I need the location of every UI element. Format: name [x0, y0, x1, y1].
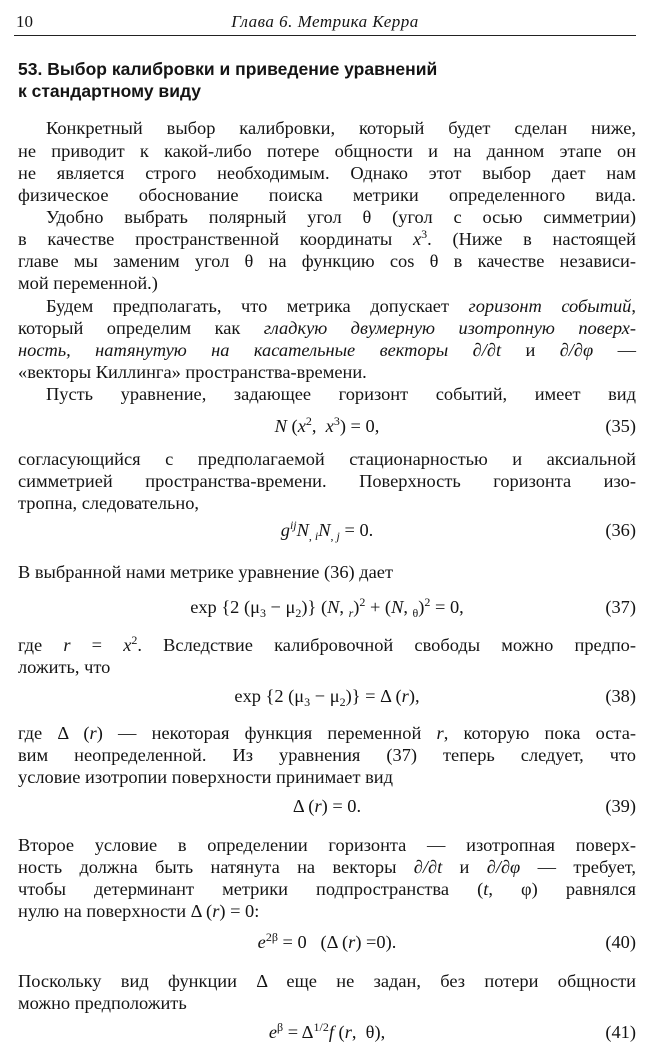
var-r: r [212, 901, 220, 921]
paragraph-1-line-4: физическое обоснование поиска метрики определенного вида. [18, 185, 636, 205]
equation-37-body: exp {2 $(\mu_3 - \mu_2)$} (N, $_r$)$^2$ + (N, $_\theta$)$^2$ = 0, [190, 595, 464, 620]
paragraph-9-line-3 [18, 878, 636, 900]
equation-39-number: (39) [605, 796, 636, 816]
paragraph-1-line-3: не является строго необходимым. Однако этот выбор дает нам [18, 163, 636, 183]
paragraph-3-line-2 [18, 317, 636, 339]
term-smooth-surface: гладкую двумерную изотропную поверх- [263, 318, 636, 338]
text: где [18, 635, 64, 655]
paragraph-9-line-2 [18, 856, 636, 878]
running-head: Глава 6. Метрика Керра [231, 12, 419, 31]
text: Будем предполагать, что метрика допускает [46, 296, 469, 316]
paragraph-10-line-2: можно предположить [18, 993, 187, 1013]
equation-35 [18, 416, 636, 440]
text: ) = 0: [219, 901, 260, 921]
equation-37-number: (37) [605, 597, 636, 617]
text: = [70, 635, 124, 655]
text: — требует, [520, 857, 636, 877]
equation-39 [18, 796, 636, 820]
text: , φ) равнялся [488, 879, 636, 899]
paragraph-8-line-1 [18, 722, 636, 744]
var-x: x [123, 635, 132, 655]
equation-41 [18, 1022, 636, 1046]
section-title-line-1: 53. Выбор калибровки и приведение уравнений [18, 59, 438, 79]
equation-40-body: $e^{2\beta} = 0$ (Δ (r) =0). [257, 930, 397, 952]
text: где Δ ( [18, 723, 90, 743]
header-rule [14, 35, 636, 36]
paragraph-3-line-3: ность, натянутую на касательные векторы ∂/∂t и ∂/∂φ — [18, 340, 636, 360]
text: нулю на поверхности Δ ( [18, 901, 213, 921]
var-r: r [89, 723, 97, 743]
equation-41-body: $e^\beta = \Delta^{1/2}f$ (r, θ), [268, 1020, 386, 1042]
paragraph-8-line-3: условие изотропии поверхности принимает вид [18, 767, 393, 787]
var-r: r [63, 635, 71, 655]
paragraph-8-line-2: вим неопределенной. Из уравнения (37) теперь следует, что [18, 745, 636, 765]
paragraph-9-line-4 [18, 900, 636, 922]
paragraph-7-line-2: ложить, что [18, 657, 111, 677]
paragraph-5-line-3: тропна, следовательно, [18, 493, 200, 513]
var-t: t [483, 879, 489, 899]
var-r: r [436, 723, 444, 743]
equation-38-body: exp {2 $(\mu_3 - \mu_2)\} = \Delta$ (r), [234, 686, 420, 709]
section-title-line-2: к стандартному виду [18, 81, 202, 101]
paragraph-1-line-2: не приводит к какой-либо потере общности и на данном этапе он [18, 141, 636, 161]
paragraph-3-line-1: Будем предполагать, что метрика допускает горизонт событий, [46, 296, 636, 316]
equation-40 [18, 932, 636, 956]
equation-36 [18, 520, 636, 544]
sup: 3 [421, 227, 428, 241]
paragraph-2-line-3: главе мы заменим угол θ на функцию cos θ в качестве независи- [18, 251, 636, 271]
text: и [442, 857, 487, 877]
page-number: 10 [16, 12, 33, 31]
paragraph-1-line-1: Конкретный выбор калибровки, который будет сделан ниже, [46, 118, 636, 138]
paragraph-5-line-1: согласующийся с предполагаемой стационарностью и аксиальной [18, 449, 636, 469]
page-header [14, 10, 636, 36]
section-title [18, 58, 618, 102]
vector-dt: ∂/∂t [413, 857, 443, 877]
text: . (Ниже в настоящей [427, 229, 636, 249]
text: ность должна быть натянута на векторы [18, 857, 414, 877]
paragraph-3-line-4: «векторы Киллинга» пространства-времени. [18, 362, 367, 382]
text: . Вследствие калибровочной свободы можно предпо- [137, 635, 636, 655]
equation-36-number: (36) [605, 520, 636, 540]
sup: 2 [131, 633, 138, 647]
equation-35-body: N ($x^2$, $x^3) = 0$, [274, 414, 380, 436]
paragraph-2-line-2 [18, 228, 636, 250]
paragraph-9-line-1: Второе условие в определении горизонта — изотропная поверх- [18, 835, 636, 855]
equation-37 [18, 597, 636, 621]
equation-38-number: (38) [605, 686, 636, 706]
equation-36-body: $g^{ij}N_{, i}N_{, j} = 0$. [280, 518, 374, 543]
vector-dphi: ∂/∂φ [486, 857, 521, 877]
term-spanned: ность, натянутую на касательные векторы ∂/∂t [18, 340, 502, 360]
var-x: x [413, 229, 422, 249]
equation-40-number: (40) [605, 932, 636, 952]
equation-38 [18, 686, 636, 710]
paragraph-4-line-1: Пусть уравнение, задающее горизонт событий, имеет вид [46, 384, 636, 404]
equation-41-number: (41) [605, 1022, 636, 1042]
paragraph-7-line-1 [18, 634, 636, 656]
equation-39-body: Δ (r) = 0. [292, 796, 362, 816]
text: , которую пока оста- [443, 723, 636, 743]
text: и [501, 340, 560, 360]
paragraph-6-line-1: В выбранной нами метрике уравнение (36) дает [18, 562, 393, 582]
paragraph-5-line-2: симметрией пространства-времени. Поверхность горизонта изо- [18, 471, 636, 491]
paragraph-2-line-4: мой переменной.) [18, 273, 158, 293]
paragraph-2-line-1: Удобно выбрать полярный угол θ (угол с осью симметрии) [46, 207, 636, 227]
equation-35-number: (35) [605, 416, 636, 436]
vector-dphi: ∂/∂φ [559, 340, 594, 360]
text: ) — некоторая функция переменной [96, 723, 437, 743]
text: чтобы детерминант метрики подпространства ( [18, 879, 484, 899]
text: в качестве пространственной координаты [18, 229, 413, 249]
text: который определим как [18, 318, 264, 338]
term-event-horizon: горизонт событий [468, 296, 632, 316]
paragraph-10-line-1: Поскольку вид функции Δ еще не задан, без потери общности [18, 971, 636, 991]
